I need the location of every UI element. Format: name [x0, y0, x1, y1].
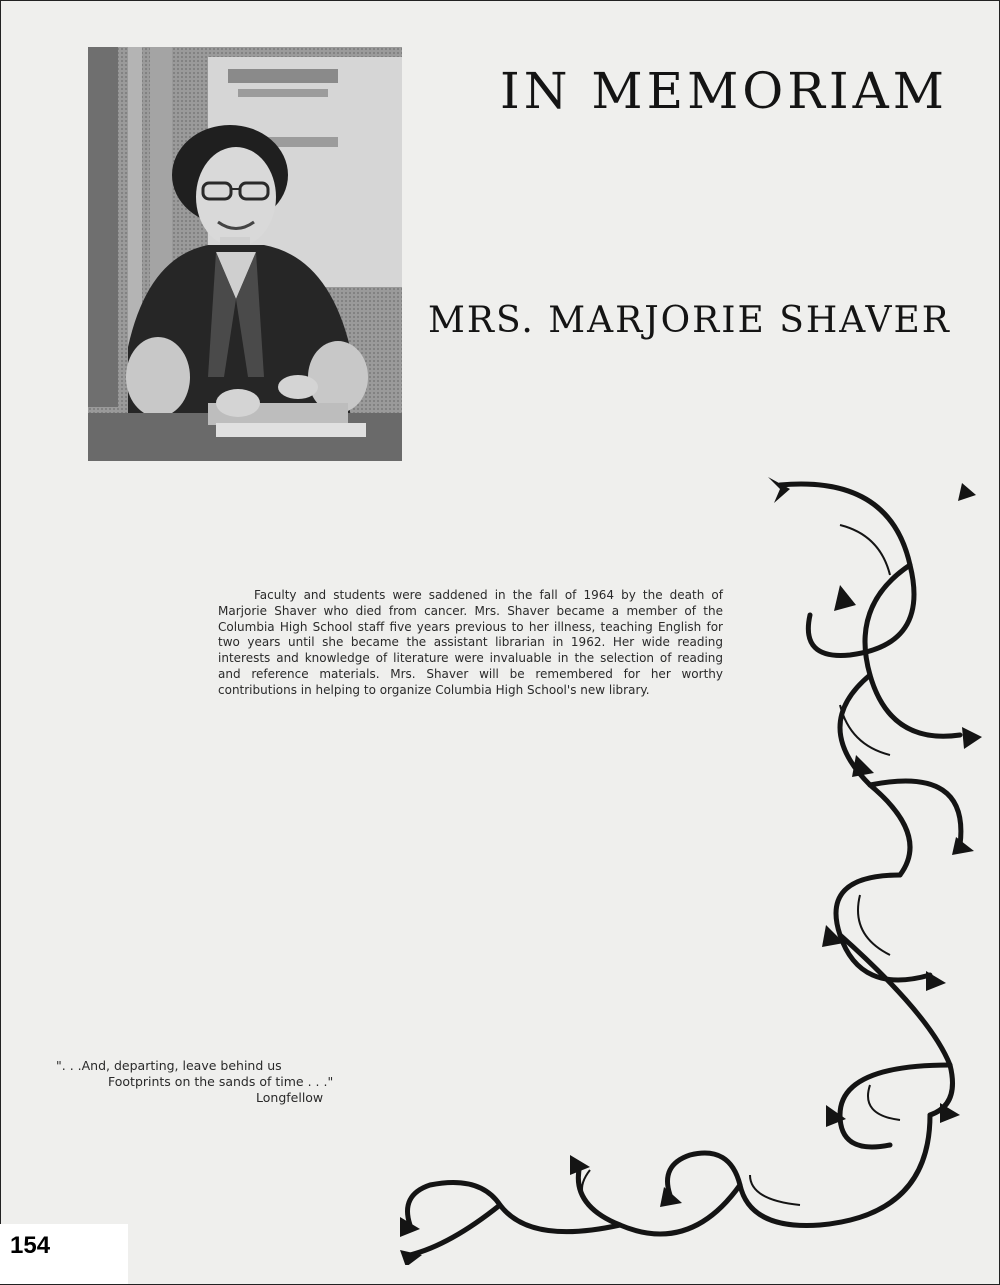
quote-line-2: Footprints on the sands of time . . ." [108, 1074, 334, 1089]
quote-line-1: ". . .And, departing, leave behind us [56, 1058, 282, 1073]
epigraph-quote [56, 1058, 396, 1106]
page-number: 154 [10, 1232, 51, 1259]
page-title: IN MEMORIAM [500, 62, 948, 120]
vine-ornament [370, 455, 1000, 1265]
quote-attribution: Longfellow [256, 1090, 324, 1105]
tribute-paragraph: Faculty and students were saddened in the fall of 1964 by the death of Marjorie Shaver who died from cancer. Mrs. Shaver became a member of the Columbia High School staff five years previous to her illness, teaching English for two years until she became the assistant librarian in 1962. Her wide reading interests and knowledge of literature were invaluable in the selection of reading and reference materials. Mrs. Shaver will be remembered for her worthy contributions in helping to organize Columbia High School's new library. [218, 588, 723, 697]
portrait-photo [88, 47, 402, 461]
honoree-name: MRS. MARJORIE SHAVER [428, 300, 951, 341]
page-number-box [0, 1224, 128, 1284]
